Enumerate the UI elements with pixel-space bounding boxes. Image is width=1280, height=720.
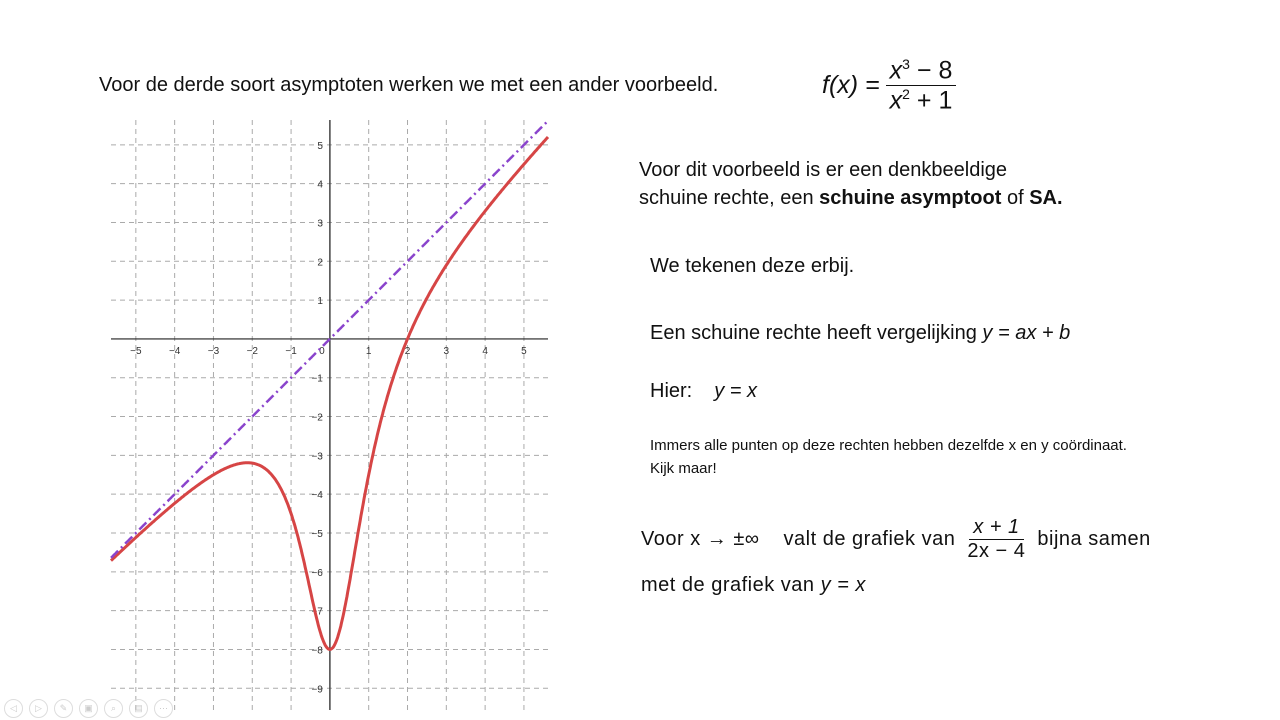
y-tick-label: 4 <box>317 179 323 191</box>
x-tick-label: −5 <box>130 345 142 357</box>
den-exp: 2 <box>902 86 910 103</box>
x-tick-label: 5 <box>521 345 527 357</box>
x-tick-label: 2 <box>404 345 411 357</box>
pen-icon[interactable]: ✎ <box>54 699 73 718</box>
den-base: x <box>889 86 903 115</box>
zoom-icon[interactable]: ⌕ <box>104 699 123 718</box>
x-tick-label: 0 <box>319 345 325 357</box>
y-tick-label: −6 <box>311 567 323 579</box>
slides-icon[interactable]: ▣ <box>79 699 98 718</box>
num-exp: 3 <box>902 56 910 72</box>
y-tick-label: −3 <box>311 451 323 463</box>
x-tick-label: −1 <box>285 345 297 357</box>
bold-term: schuine asymptoot <box>819 187 1002 209</box>
den-rest: + 1 <box>909 86 953 115</box>
text: met de grafiek van <box>641 574 821 596</box>
limit-text-b: valt de grafiek van <box>783 528 956 550</box>
x-tick-label: 3 <box>443 345 450 357</box>
subtitle-icon[interactable]: ▤ <box>129 699 148 718</box>
text: of <box>1001 187 1030 209</box>
y-tick-label: −2 <box>311 412 323 424</box>
y-tick-label: 2 <box>317 257 323 269</box>
limit-den: 2x − 4 <box>967 540 1026 562</box>
previous-icon[interactable]: ◁ <box>4 699 23 718</box>
x-tick-label: −4 <box>168 345 181 357</box>
limit-text-c: bijna samen <box>1037 528 1151 550</box>
note-line1: Immers alle punten op deze rechten hebben dezelfde x en y coördinaat. <box>650 437 1127 454</box>
limit-num: x + 1 <box>973 516 1020 538</box>
y-tick-label: −5 <box>311 529 323 540</box>
y-tick-label: −4 <box>311 490 323 502</box>
y-tick-label: 5 <box>317 140 323 152</box>
eq-formula: y = ax + b <box>982 322 1071 344</box>
y-tick-label: 3 <box>317 218 323 230</box>
num-base: x <box>889 56 903 85</box>
para1-line1: Voor dit voorbeeld is er een denkbeeldige <box>639 159 1008 181</box>
next-icon[interactable]: ▷ <box>29 699 48 718</box>
draw-text: We tekenen deze erbij. <box>650 255 855 277</box>
x-tick-label: −3 <box>207 345 220 357</box>
formula-lhs: f(x) = <box>822 71 880 100</box>
x-tick-label: 1 <box>365 345 372 357</box>
text: schuine rechte, een <box>639 187 820 209</box>
here-formula: y = x <box>714 380 758 402</box>
y-tick-label: −9 <box>311 684 323 696</box>
limit-text-a: Voor x → ±∞ <box>641 528 760 550</box>
x-tick-label: 4 <box>482 345 488 357</box>
x-tick-label: −2 <box>246 345 258 357</box>
text: Een schuine rechte heeft vergelijking <box>650 322 983 344</box>
y-tick-label: −7 <box>311 606 323 618</box>
limit-formula: y = x <box>820 574 866 596</box>
here-label: Hier: <box>650 380 693 402</box>
y-tick-label: 1 <box>317 296 323 308</box>
intro-text: Voor de derde soort asymptoten werken we met een ander voorbeeld. <box>99 74 719 96</box>
more-icon[interactable]: ⋯ <box>154 699 173 718</box>
y-tick-label: −8 <box>311 645 323 657</box>
note-line2: Kijk maar! <box>650 460 717 477</box>
bold-abbrev: SA. <box>1029 187 1063 209</box>
num-rest: − 8 <box>909 56 953 85</box>
y-tick-label: −1 <box>311 373 323 385</box>
